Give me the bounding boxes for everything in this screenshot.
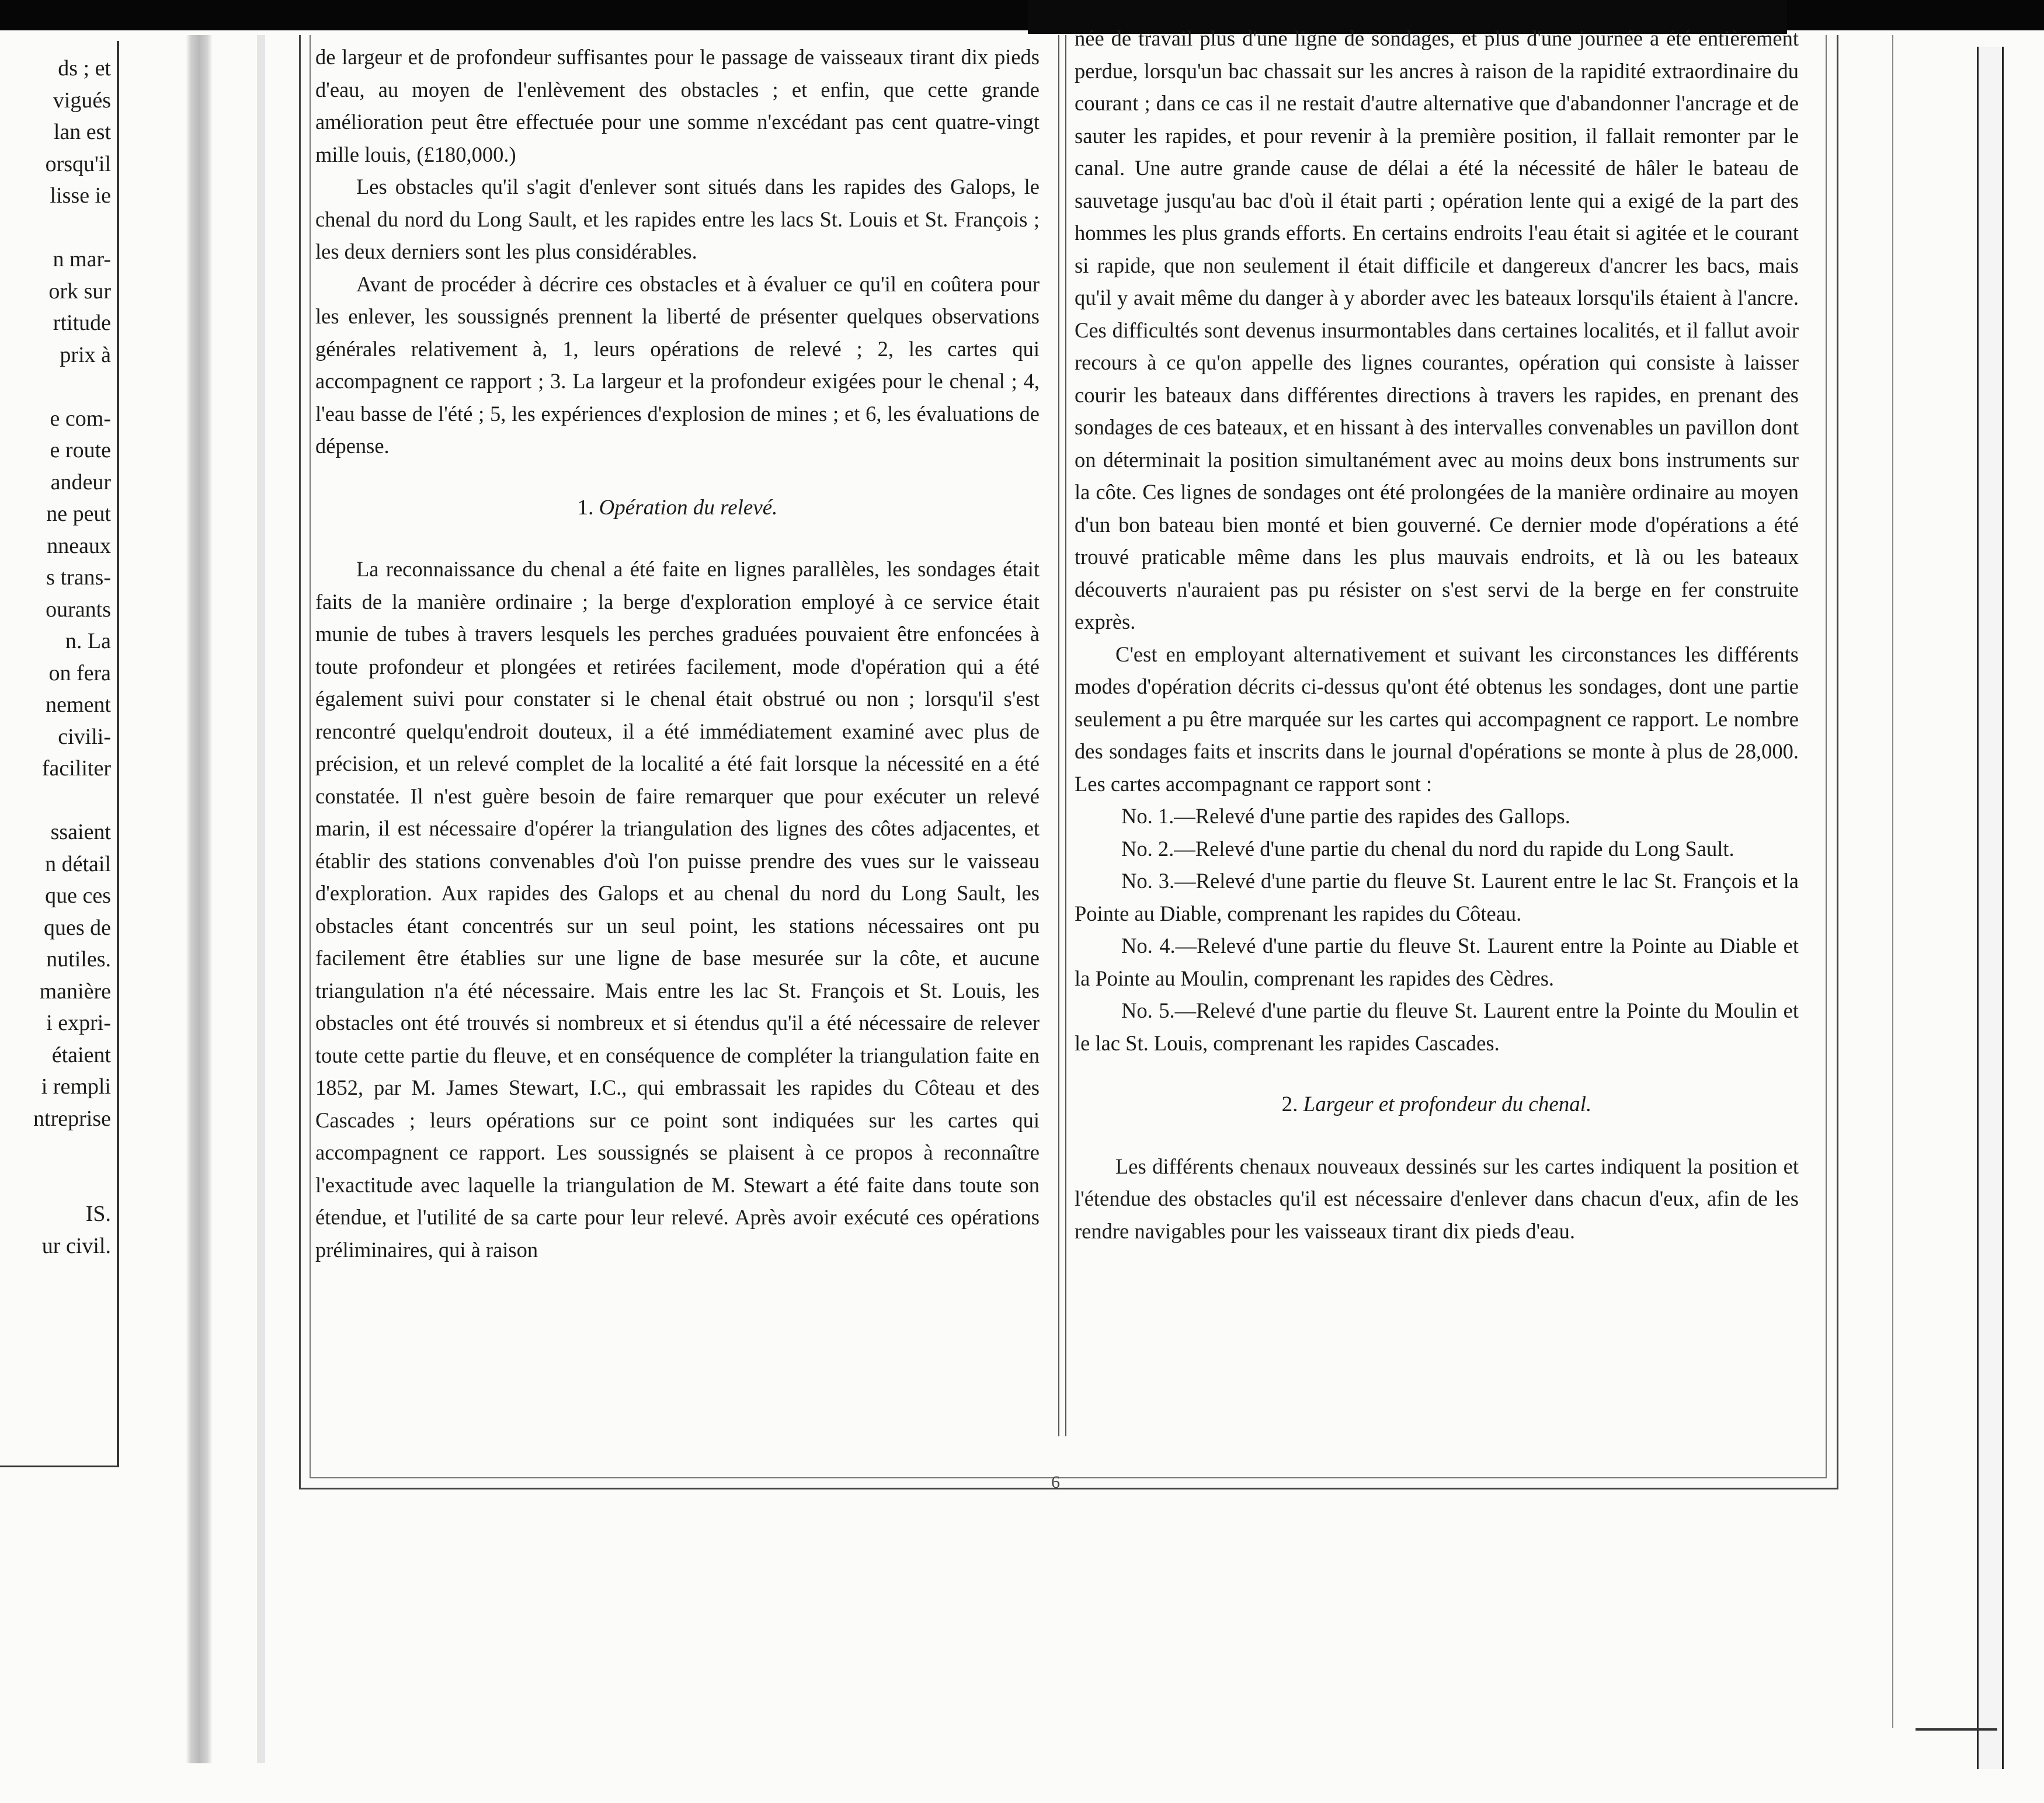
fragment-line: ntreprise: [33, 1106, 111, 1131]
fragment-line: ork sur: [48, 279, 111, 304]
fragment-line: rtitude: [53, 311, 111, 335]
fragment-line: lisse ie: [50, 183, 111, 208]
fragment-line: on fera: [48, 660, 111, 685]
paragraph: de largeur et de profondeur suffisantes pour le passage de vaisseaux tirant dix pieds d'eau, au moyen de l'enlèvement des obstacles ; et enfin, que cette grande amélioration peut être effectuée pour une somme n'excédant pas cent quatre-vingt mille louis, (£180,000.): [315, 45, 1040, 166]
map-list-item: No. 3.—Relevé d'une partie du fleuve St. Laurent entre le lac St. François et la Pointe au Diable, comprenant les rapides du Côteau.: [1075, 869, 1799, 925]
right-margin-rule: [1892, 35, 1898, 1728]
fragment-line: lan est: [53, 120, 111, 144]
section-heading-2: [1075, 1088, 1799, 1121]
fragment-line: [0, 371, 111, 403]
fragment-line: ques de: [43, 915, 111, 940]
column-divider: [1058, 35, 1066, 1436]
section-number: 2.: [1281, 1092, 1298, 1116]
fragment-line: andeur: [50, 469, 111, 495]
fragment-line: que ces: [45, 883, 111, 908]
scan-right-edge: [1977, 47, 2004, 1769]
paragraph: née de travail plus d'une ligne de sondages, et plus d'une journée a été entièrement perdue, lorsqu'un bac chassait sur les ancres à raison de la rapidité extraordinaire du courant ; dans ce cas il ne restait d'autre alternative que d'abandonner l'ancrage et de sauter les rapides, et pour revenir à la première position, il fallait remonter par le canal. Une autre grande cause de délai a été la nécessité de hâler le bateau de sauvetage jusqu'au bac d'où il était parti ; opération lente qui a exigé de la part des hommes les plus grands efforts. En certains endroits l'eau était si agitée et le courant si rapide, que non seulement il était difficile et dangereux d'ancrer les bacs, mais qu'il y avait même du danger à y aborder avec les bateaux lorsqu'ils étaient à l'ancre. Ces difficultés sont devenus insurmontables dans certaines localités, et il fallut avoir recours à ce qu'on appelle des lignes courantes, opération qui consiste à laisser courir les bateaux dans différentes directions à travers les rapides, en prenant des sondages de ces bateaux, et en hissant à des intervalles convenables un pavillon dont on déterminait la position simultanément avec au moins deux bons instruments sur la côte. Ces lignes de sondages ont été prolongées de la manière ordinaire au moyen d'un bon bateau bien monté et bien gouverné. Ce dernier mode d'opérations a été trouvé praticable même dans les plus mauvais endroits, et là ou les bateaux découverts n'auraient pas pu résister on s'est servi de la berge en fer construite exprès.: [1075, 26, 1799, 634]
fragment-line: [0, 1167, 111, 1199]
fragment-line: e route: [50, 438, 111, 462]
page-number: 6: [1051, 1473, 1060, 1492]
fragment-line: n mar-: [53, 247, 111, 272]
fragment-line: étaient: [51, 1042, 111, 1067]
fragment-line: civili-: [58, 724, 111, 749]
previous-page-fragment: [0, 53, 111, 1262]
binding-gutter-shadow: [186, 35, 213, 1763]
fragment-line: vigués: [53, 88, 111, 113]
section-heading-1: [315, 492, 1040, 524]
map-list-item: No. 1.—Relevé d'une partie des rapides des Gallops.: [1121, 804, 1570, 828]
binding-gutter-line: [257, 35, 265, 1763]
fragment-line: IS.: [85, 1202, 111, 1226]
fragment-line: orsqu'il: [45, 151, 111, 176]
fragment-line: ds ; et: [58, 56, 111, 81]
paragraph: Les différents chenaux nouveaux dessinés sur les cartes indiquent la position et l'étendue des obstacles qu'il est nécessaire d'enlever dans chacun d'eux, afin de les rendre navigables pour les vaisseaux tirant dix pieds d'eau.: [1075, 1154, 1799, 1243]
fragment-line: n. La: [65, 629, 111, 653]
fragment-line: s trans-: [46, 565, 111, 590]
fragment-line: faciliter: [41, 756, 111, 781]
fragment-line: e com-: [50, 406, 111, 431]
map-list-item: No. 2.—Relevé d'une partie du chenal du nord du rapide du Long Sault.: [1121, 836, 1734, 861]
fragment-line: ssaient: [50, 820, 111, 844]
section-title: Opération du relevé.: [599, 495, 778, 520]
paragraph: Les obstacles qu'il s'agit d'enlever sont situés dans les rapides des Galops, le chenal du nord du Long Sault, et les rapides entre les lacs St. Louis et St. François ; les deux derniers sont les plus considérables.: [315, 175, 1040, 263]
paragraph: La reconnaissance du chenal a été faite en lignes parallèles, les sondages était faits de la manière ordinaire ; la berge d'exploration employé à ce service était munie de tubes à travers lesquels les perches graduées pouvaient être enfoncées à toute profondeur et plongées et retirées facilement, mode d'opération qui a été également suivi pour constater si le chenal était obstrué ou non ; lorsqu'il s'est rencontré quelqu'endroit douteux, il a été immédiatement examiné avec plus de précision, et un relevé complet de la localité a été fait lorsque la nécessité en a été constatée. Il n'est guère besoin de faire remarquer que pour exécuter un relevé marin, il est nécessaire d'opérer la triangulation des lignes des côtes adjacentes, et établir des stations convenables d'où l'on puisse prendre des vues sur le vaisseau d'exploration. Aux rapides des Galops et au chenal du nord du Long Sault, les obstacles étant concentrés sur un seul point, les stations nécessaires ont pu facilement être établies sur une ligne de base mesurée sur la côte, et aucune triangulation n'a été nécessaire. Mais entre les lac St. François et St. Louis, les obstacles ont été trouvés si nombreux et si étendus qu'il a été nécessaire de relever toute cette partie du fleuve, et en conséquence de compléter la triangulation faite en 1852, par M. James Stewart, I.C., qui embrassait les rapides du Côteau et des Cascades ; leurs opérations sur ce point sont indiquées sur les cartes qui accompagnent ce rapport. Les soussignés se plaisent à ce propos à reconnaître l'exactitude avec laquelle la triangulation de M. Stewart a été faite dans toute son étendue, et l'utilité de sa carte pour leur relevé. Après avoir exécuté ces opérations préliminaires, qui à raison: [315, 557, 1040, 1262]
fragment-line: ur civil.: [41, 1233, 111, 1258]
section-number: 1.: [577, 495, 594, 520]
fragment-line: i rempli: [41, 1074, 111, 1099]
paragraph: Avant de procéder à décrire ces obstacles et à évaluer ce qu'il en coûtera pour les enlever, les soussignés prennent la liberté de présenter quelques observations générales relativement à, 1, leurs opérations de relevé ; 2, les cartes qui accompagnent ce rapport ; 3. La largeur et la profondeur exigées pour le chenal ; 4, l'eau basse de l'été ; 5, les expériences d'explosion de mines ; et 6, les évaluations de dépense.: [315, 272, 1040, 458]
map-list-item: No. 5.—Relevé d'une partie du fleuve St. Laurent entre la Pointe du Moulin et le lac St. Louis, comprenant les rapides Cascades.: [1075, 998, 1799, 1055]
right-column: [1075, 22, 1799, 1247]
scan-corner-rule: [1916, 1728, 1997, 1731]
fragment-line: nutiles.: [46, 947, 111, 972]
fragment-line: nement: [46, 692, 111, 717]
section-title: Largeur et profondeur du chenal.: [1303, 1092, 1592, 1116]
fragment-line: ourants: [46, 597, 111, 622]
fragment-line: manière: [39, 979, 111, 1004]
left-column: [315, 41, 1040, 1266]
fragment-line: nneaux: [47, 533, 111, 558]
fragment-line: [0, 1134, 111, 1167]
fragment-line: [0, 785, 111, 817]
fragment-line: [0, 212, 111, 244]
fragment-line: prix à: [60, 342, 111, 367]
map-list-item: No. 4.—Relevé d'une partie du fleuve St. Laurent entre la Pointe au Diable et la Pointe au Moulin, comprenant les rapides des Cèdres.: [1075, 934, 1799, 990]
paragraph: C'est en employant alternativement et suivant les circonstances les différents modes d'opération décrits ci-dessus qu'ont été obtenus les sondages, dont une partie seulement a pu être marquée sur les cartes qui accompagnent ce rapport. Le nombre des sondages faits et inscrits dans le journal d'opérations se monte à plus de 28,000. Les cartes accompagnant ce rapport sont :: [1075, 642, 1799, 796]
fragment-line: n détail: [45, 851, 111, 876]
fragment-line: i expri-: [46, 1011, 111, 1035]
fragment-line: ne peut: [46, 502, 111, 526]
